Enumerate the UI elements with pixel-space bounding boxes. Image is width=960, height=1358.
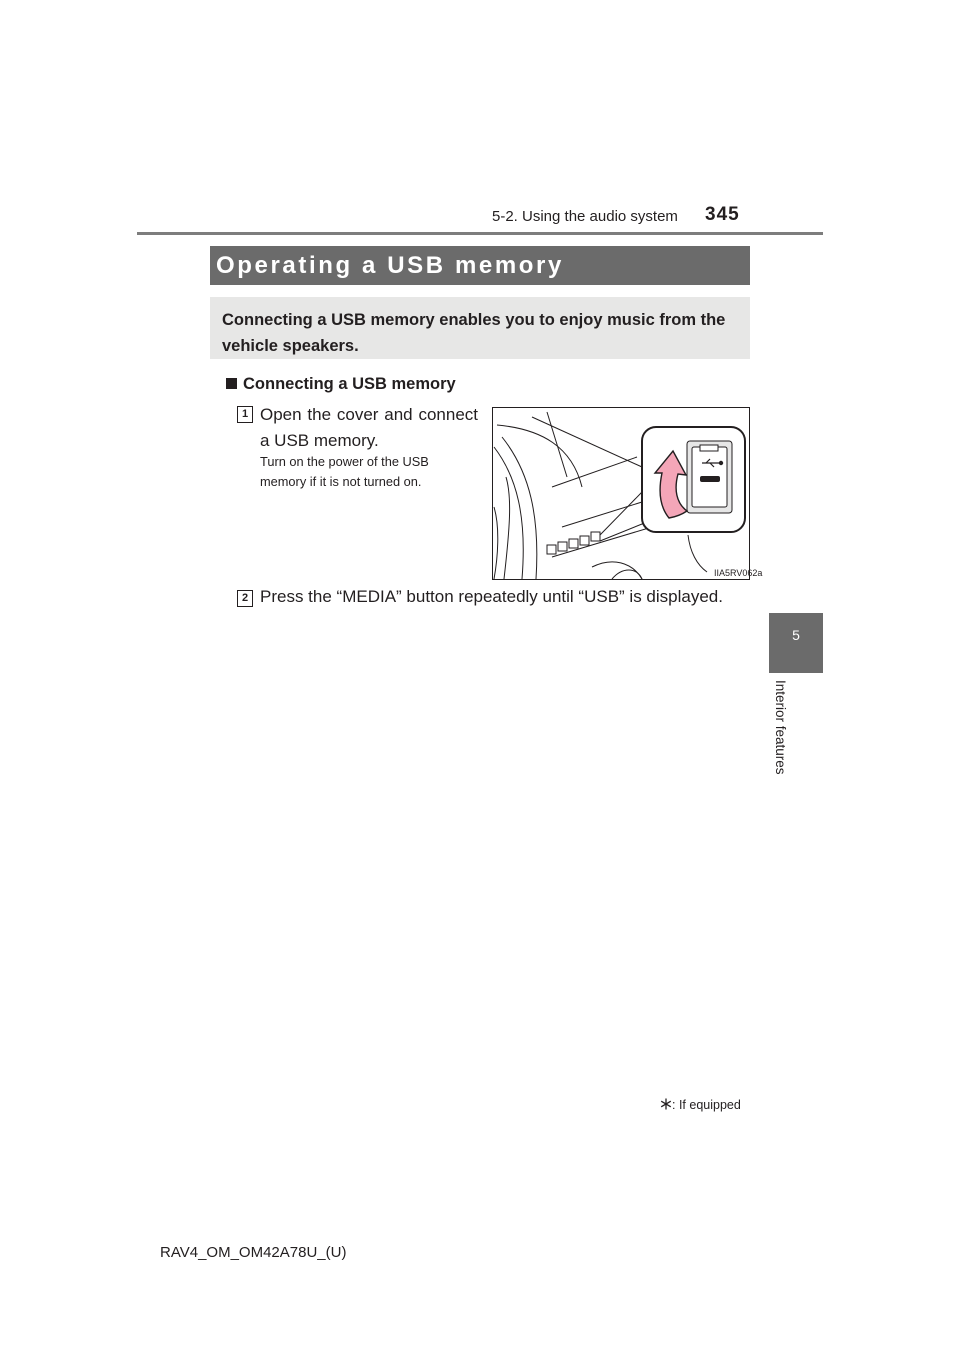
step-1-line-2: a USB memory. [260,431,379,450]
illustration-code: IIA5RV062a [714,568,763,578]
chapter-tab-title [768,680,792,785]
section-label: 5-2. Using the audio system [492,208,678,225]
asterisk-star-icon [778,246,790,260]
header-divider [137,232,823,235]
page-title: Operating a USB memory [216,252,564,279]
subheading-text: Connecting a USB memory [243,375,456,393]
subheading [226,375,456,394]
step-1-badge: 1 [237,406,253,423]
footnote [660,1098,741,1112]
step-2-text: Press the “MEDIA” button repeatedly until “USB” is displayed. [260,587,723,606]
usb-port-illustration [492,407,763,580]
step-1-text [260,402,478,454]
page-title-bar [210,246,750,285]
intro-text: Connecting a USB memory enables you to enjoy music from the vehicle speakers. [222,311,726,355]
footnote-text: : If equipped [672,1098,741,1112]
page-number: 345 [705,204,740,225]
document-id: RAV4_OM_OM42A78U_(U) [160,1244,347,1261]
chapter-title-text: Interior features [773,680,788,775]
intro-box [210,297,750,359]
step-2-badge: 2 [237,590,253,607]
step-1-note: Turn on the power of the USB memory if it is not turned on. [260,454,429,489]
square-bullet-icon [226,378,237,389]
step-1-line-1: Open the cover and connect [260,405,478,424]
asterisk-star-icon [660,1098,672,1110]
chapter-tab: 5 [769,613,823,673]
